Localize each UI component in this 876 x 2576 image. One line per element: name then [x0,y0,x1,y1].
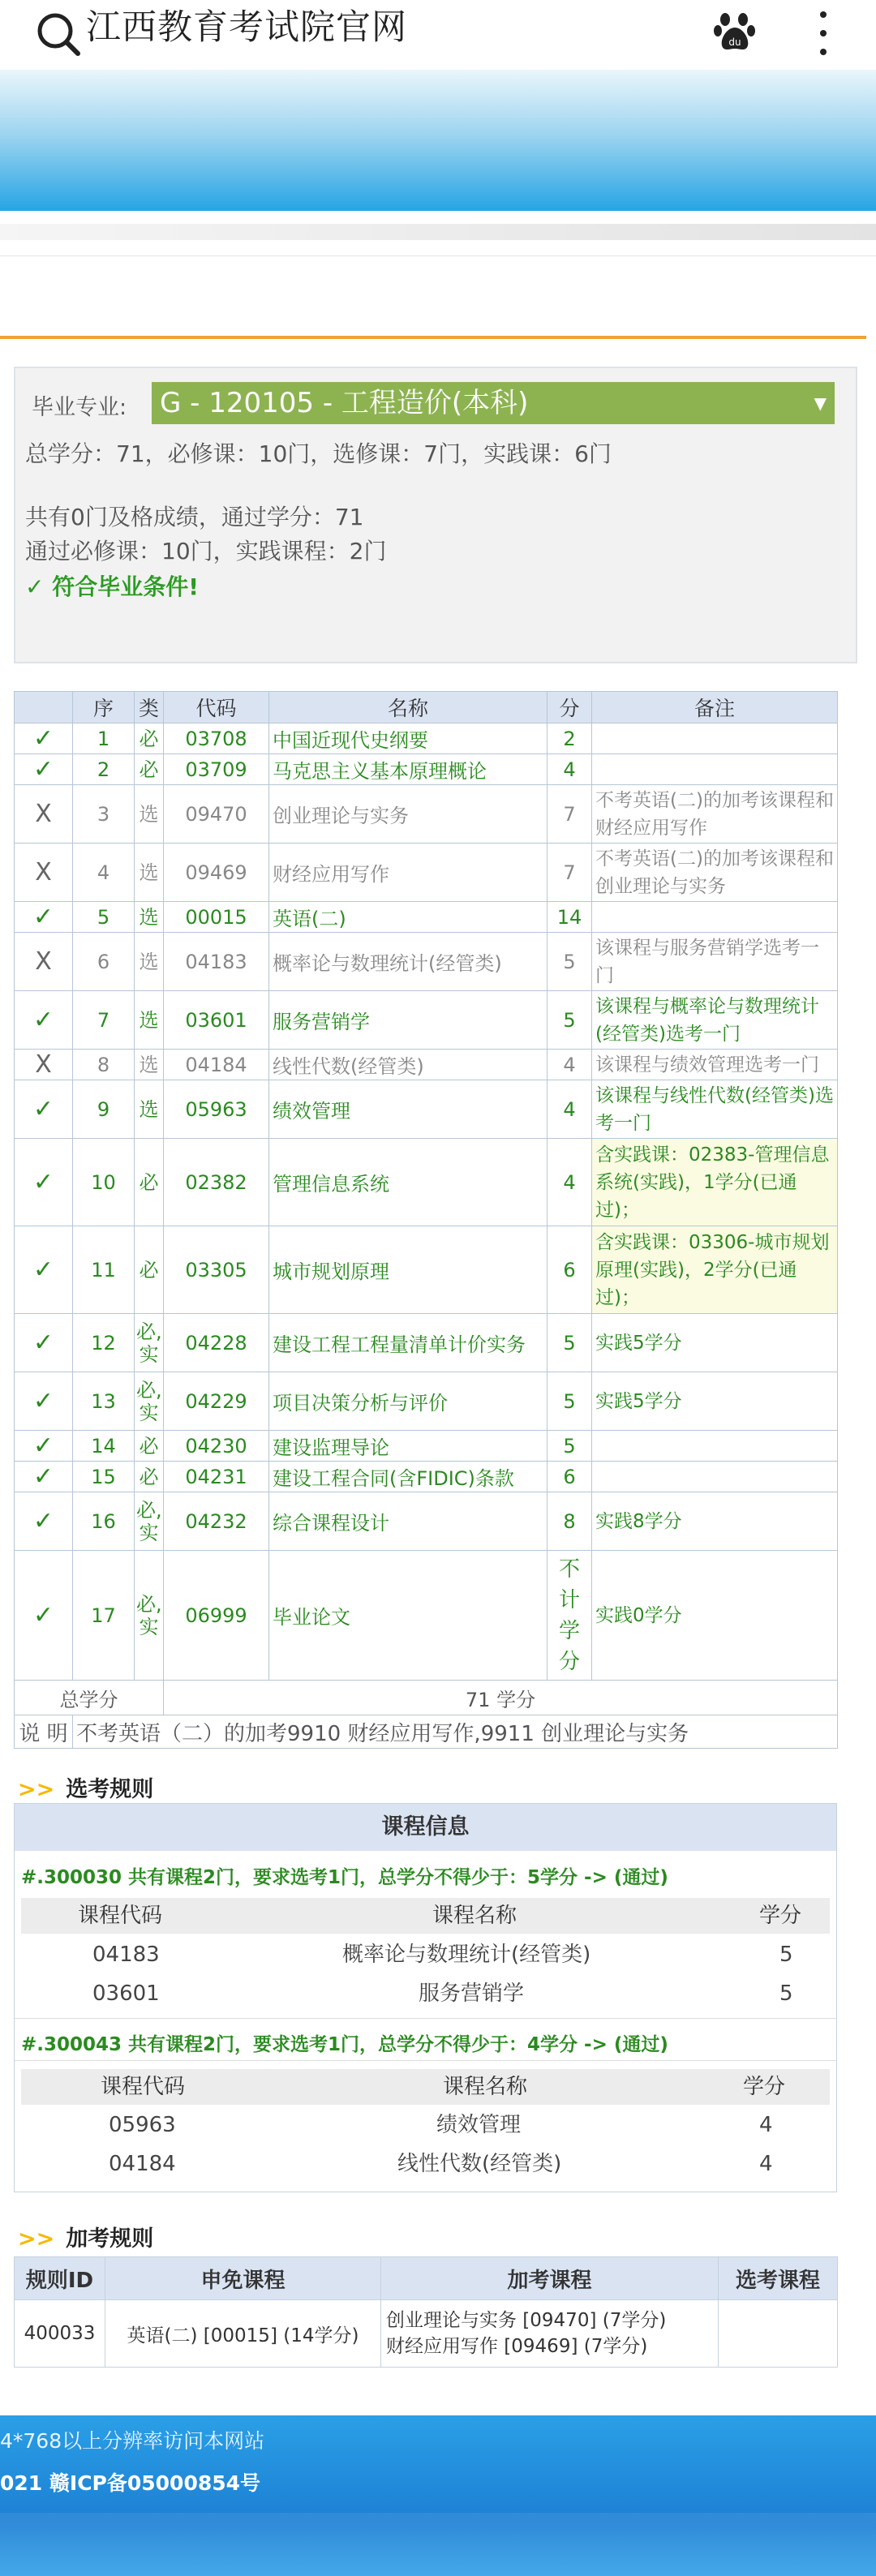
course-code: 04228 [164,1314,269,1372]
course-status-mark: ✓ [15,902,73,933]
course-status-mark: X [15,1050,73,1080]
course-credit: 5 [548,1431,592,1462]
site-title[interactable]: 江西教育考试院官网 [86,7,407,48]
course-row [15,844,838,902]
course-credit: 7 [548,785,592,844]
icp-record[interactable]: 021 赣ICP备05000854号 [0,2471,261,2495]
course-type: 必,实 [135,1551,164,1681]
extra-rules-header: 规则ID 申免课程 加考课程 选考课程 [15,2257,838,2300]
course-type: 必 [135,1431,164,1462]
elective-course [719,2300,838,2368]
course-name: 绩效管理 [269,1080,548,1139]
course-credit: 4 [548,1139,592,1226]
course-seq: 16 [73,1492,135,1551]
course-code: 03601 [164,991,269,1050]
course-status-mark: ✓ [15,1314,73,1372]
course-status-mark: ✓ [15,1431,73,1462]
course-type: 选 [135,933,164,991]
course-type: 必 [135,1462,164,1492]
passed-required-text: 通过必修课：10门，实践课程：2门 [25,538,387,565]
col-type: 类 [135,692,164,723]
course-note [592,902,838,933]
course-note [592,754,838,785]
course-status-mark: ✓ [15,1080,73,1139]
course-code: 06999 [164,1551,269,1681]
course-row [15,1080,838,1139]
course-type: 选 [135,902,164,933]
course-seq: 2 [73,754,135,785]
course-row [15,1139,838,1226]
course-credit: 4 [548,1080,592,1139]
course-credit: 4 [548,1050,592,1080]
course-note: 该课程与绩效管理选考一门 [592,1050,838,1080]
course-row [15,1492,838,1551]
course-credit: 2 [548,723,592,754]
extra-rules-title: >> 加考规则 [18,2226,154,2252]
course-note: 不考英语(二)的加考该课程和财经应用写作 [592,785,838,844]
graduation-status [25,569,199,602]
course-status-mark: X [15,933,73,991]
course-credit: 7 [548,844,592,902]
course-note: 实践8学分 [592,1492,838,1551]
course-note: 实践5学分 [592,1314,838,1372]
course-code: 04230 [164,1431,269,1462]
course-row [15,902,838,933]
course-seq: 17 [73,1551,135,1681]
course-seq: 6 [73,933,135,991]
total-label: 总学分 [15,1681,164,1715]
course-name: 建设监理导论 [269,1431,548,1462]
rule-course-row: 04183 概率论与数理统计(经管类) 5 [92,1943,793,1967]
course-code: 04183 [164,933,269,991]
extra-rules-table [14,2256,838,2368]
chevron-down-icon: ▼ [814,393,827,413]
course-row [15,1462,838,1492]
course-name: 毕业论文 [269,1551,548,1681]
course-note: 含实践课：02383-管理信息系统(实践)，1学分(已通过)； [592,1139,838,1226]
course-seq: 5 [73,902,135,933]
course-type: 选 [135,991,164,1050]
course-note: 不考英语(二)的加考该课程和创业理论与实务 [592,844,838,902]
elective-rules-title: >> 选考规则 [18,1777,154,1802]
course-status-mark: ✓ [15,1551,73,1681]
course-note: 实践0学分 [592,1551,838,1681]
course-note: 该课程与概率论与数理统计(经管类)选考一门 [592,991,838,1050]
course-type: 必 [135,754,164,785]
course-code: 04231 [164,1462,269,1492]
course-seq: 15 [73,1462,135,1492]
col-no: 序 [73,692,135,723]
course-seq: 12 [73,1314,135,1372]
double-chevron-icon: >> [18,2226,55,2252]
more-vertical-icon[interactable] [811,5,835,62]
course-seq: 13 [73,1372,135,1431]
course-seq: 7 [73,991,135,1050]
course-code: 05963 [164,1080,269,1139]
course-code: 09469 [164,844,269,902]
course-credit: 4 [548,754,592,785]
course-code: 03305 [164,1226,269,1314]
rule-sub-header: 课程代码 课程名称 学分 [21,1898,830,1934]
course-status-mark: X [15,844,73,902]
course-status-mark: ✓ [15,991,73,1050]
course-credit: 6 [548,1226,592,1314]
course-type: 必,实 [135,1314,164,1372]
nav-strip [0,211,876,256]
check-icon: ✓ [25,573,45,600]
course-code: 04229 [164,1372,269,1431]
extra-courses: 创业理论与实务 [09470] (7学分) 财经应用写作 [09469] (7学分) [381,2300,719,2368]
course-name: 英语(二) [269,902,548,933]
rule-course-row: 03601 服务营销学 5 [92,1981,793,2006]
course-credit: 5 [548,933,592,991]
course-type: 必 [135,723,164,754]
course-status-mark: ✓ [15,1462,73,1492]
course-credit: 6 [548,1462,592,1492]
course-credit: 5 [548,1314,592,1372]
course-row [15,754,838,785]
totals-text: 总学分：71，必修课：10门，选修课：7门，实践课：6门 [25,440,612,467]
course-note: 该课程与线性代数(经管类)选考一门 [592,1080,838,1139]
resolution-note: 4*768以上分辨率访问本网站 [0,2429,265,2453]
course-code: 00015 [164,902,269,933]
course-row [15,1314,838,1372]
course-credit: 不计学分 [548,1551,592,1681]
course-status-mark: X [15,785,73,844]
divider [0,336,866,339]
course-credit: 8 [548,1492,592,1551]
course-seq: 8 [73,1050,135,1080]
elective-rules-box [14,1803,837,2192]
passed-text: 共有0门及格成绩，通过学分：71 [25,504,364,530]
course-name: 综合课程设计 [269,1492,548,1551]
course-name: 概率论与数理统计(经管类) [269,933,548,991]
course-status-mark: ✓ [15,754,73,785]
exempt-course: 英语(二) [00015] (14学分) [105,2300,381,2368]
course-row [15,1551,838,1681]
course-row [15,1050,838,1080]
course-code: 03708 [164,723,269,754]
course-name: 财经应用写作 [269,844,548,902]
course-credit: 14 [548,902,592,933]
course-row [15,723,838,754]
course-note [592,1431,838,1462]
remark-text: 不考英语（二）的加考9910 财经应用写作,9911 创业理论与实务 [73,1715,838,1749]
course-code: 04232 [164,1492,269,1551]
course-type: 必 [135,1139,164,1226]
course-seq: 11 [73,1226,135,1314]
course-row [15,1372,838,1431]
graduation-status-text: 符合毕业条件! [52,573,199,600]
rule-condition: #.300030 共有课程2门，要求选考1门，总学分不得少于：5学分 -> (通过) [21,1867,668,1888]
course-code: 09470 [164,785,269,844]
course-note [592,1462,838,1492]
course-note: 含实践课：03306-城市规划原理(实践)，2学分(已通过)； [592,1226,838,1314]
course-seq: 1 [73,723,135,754]
course-row [15,1226,838,1314]
rule-sub-header: 课程代码 课程名称 学分 [21,2069,830,2105]
course-seq: 9 [73,1080,135,1139]
course-name: 马克思主义基本原理概论 [269,754,548,785]
col-name: 名称 [269,692,548,723]
course-name: 服务营销学 [269,991,548,1050]
major-select-value: G - 120105 - 工程造价(本科) [160,387,529,419]
graduation-summary [14,367,857,663]
course-row [15,933,838,991]
course-info-header: 课程信息 [15,1804,836,1851]
course-status-mark: ✓ [15,1492,73,1551]
course-code: 03709 [164,754,269,785]
course-status-mark: ✓ [15,1372,73,1431]
site-banner [0,70,876,211]
baidu-paw-icon[interactable] [712,8,758,54]
course-name: 创业理论与实务 [269,785,548,844]
rule-course-row: 05963 绩效管理 4 [109,2113,773,2137]
course-row [15,991,838,1050]
extra-rule-row [15,2300,838,2368]
course-code: 04184 [164,1050,269,1080]
col-code: 代码 [164,692,269,723]
course-name: 中国近现代史纲要 [269,723,548,754]
course-seq: 14 [73,1431,135,1462]
course-type: 必 [135,1226,164,1314]
course-seq: 10 [73,1139,135,1226]
col-mark [15,692,73,723]
course-row [15,1431,838,1462]
course-type: 必,实 [135,1492,164,1551]
course-note: 该课程与服务营销学选考一门 [592,933,838,991]
rule-course-row: 04184 线性代数(经管类) 4 [109,2152,773,2176]
course-note: 实践5学分 [592,1372,838,1431]
course-type: 必,实 [135,1372,164,1431]
course-status-mark: ✓ [15,1139,73,1226]
course-credit: 5 [548,1372,592,1431]
rule-condition: #.300043 共有课程2门，要求选考1门，总学分不得少于：4学分 -> (通过) [21,2034,668,2055]
course-status-mark: ✓ [15,1226,73,1314]
course-name: 建设工程工程量清单计价实务 [269,1314,548,1372]
search-icon[interactable] [34,10,83,58]
course-credit: 5 [548,991,592,1050]
course-seq: 3 [73,785,135,844]
major-label: 毕业专业: [32,395,127,420]
course-table-header [15,692,838,723]
rule-id: 400033 [15,2300,105,2368]
major-select[interactable] [152,382,835,424]
course-code: 02382 [164,1139,269,1226]
svg-text:du: du [728,36,741,48]
course-type: 选 [135,785,164,844]
course-name: 项目决策分析与评价 [269,1372,548,1431]
site-footer [0,2415,876,2576]
course-name: 线性代数(经管类) [269,1050,548,1080]
browser-top-bar [0,0,876,71]
course-row [15,785,838,844]
col-credit: 分 [548,692,592,723]
remark-label: 说 明 [15,1715,73,1749]
double-chevron-icon: >> [18,1777,55,1802]
course-table [14,691,838,1749]
remark-row [15,1715,838,1749]
course-name: 管理信息系统 [269,1139,548,1226]
course-type: 选 [135,844,164,902]
course-status-mark: ✓ [15,723,73,754]
course-seq: 4 [73,844,135,902]
course-type: 选 [135,1080,164,1139]
course-name: 建设工程合同(含FIDIC)条款 [269,1462,548,1492]
course-note [592,723,838,754]
course-type: 选 [135,1050,164,1080]
total-value: 71 学分 [164,1681,838,1715]
total-row [15,1681,838,1715]
course-name: 城市规划原理 [269,1226,548,1314]
col-note: 备注 [592,692,838,723]
